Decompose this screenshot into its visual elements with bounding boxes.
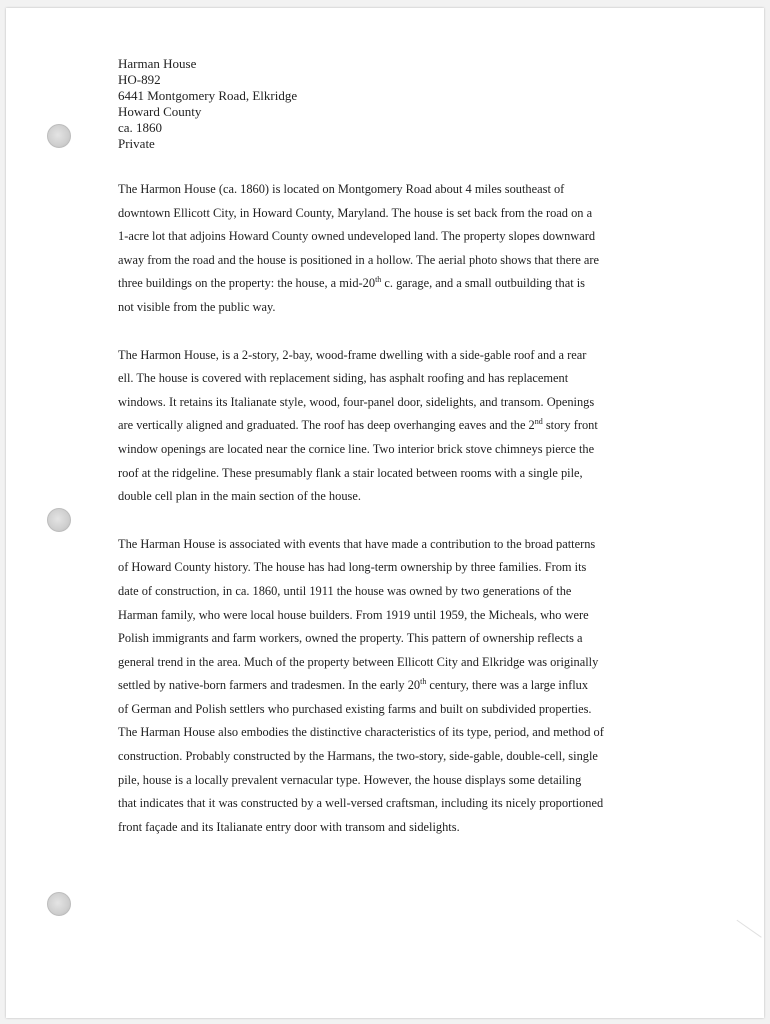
text-line: settled by native-born farmers and tradesmen. In the early 20th century, there was a large influx [118,677,589,693]
text-line: away from the road and the house is positioned in a hollow. The aerial photo shows that there are [118,252,600,267]
binder-hole [47,892,71,916]
body-paragraph [118,178,666,320]
text-line: Polish immigrants and farm workers, owned the property. This pattern of ownership reflects a [118,631,583,646]
text-line: are vertically aligned and graduated. The roof has deep overhanging eaves and the 2nd story front [118,417,598,433]
document-page [6,8,764,1018]
binder-hole [47,124,71,148]
text-line: date of construction, in ca. 1860, until 1911 the house was owned by two generations of the [118,583,572,598]
text-line: windows. It retains its Italianate style, wood, four-panel door, sidelights, and transom. Openings [118,394,595,409]
text-line: front façade and its Italianate entry door with transom and sidelights. [118,819,460,834]
text-line: The Harman House is associated with events that have made a contribution to the broad patterns [118,536,596,551]
text-line: roof at the ridgeline. These presumably flank a stair located between rooms with a single pile, [118,465,583,480]
text-line: The Harmon House (ca. 1860) is located on Montgomery Road about 4 miles southeast of [118,182,565,196]
text-line: window openings are located near the cornice line. Two interior brick stove chimneys pierce the [118,441,595,456]
text-line: three buildings on the property: the house, a mid-20th c. garage, and a small outbuilding that is [118,275,586,291]
text-line: downtown Ellicott City, in Howard County, Maryland. The house is set back from the road on a [118,205,593,220]
property-address: 6441 Montgomery Road, Elkridge [118,88,298,103]
text-line: of Howard County history. The house has had long-term ownership by three families. From its [118,560,587,575]
text-line: Harman family, who were local house builders. From 1919 until 1959, the Micheals, who were [118,607,589,622]
text-line: general trend in the area. Much of the property between Ellicott City and Elkridge was originally [118,654,599,669]
property-header [118,56,297,152]
body-paragraph [118,344,666,509]
property-ownership: Private [118,136,155,151]
page-edge-mark [719,920,761,963]
text-line: pile, house is a locally prevalent vernacular type. However, the house displays some detailing [118,772,582,787]
property-county: Howard County [118,104,202,119]
document-body [118,178,666,863]
text-line: not visible from the public way. [118,299,276,314]
text-line: The Harman House also embodies the distinctive characteristics of its type, period, and method of [118,725,604,740]
text-line: double cell plan in the main section of the house. [118,489,361,504]
text-line: The Harmon House, is a 2-story, 2-bay, wood-frame dwelling with a side-gable roof and a rear [118,347,587,362]
property-name: Harman House [118,56,197,71]
text-line: ell. The house is covered with replacement siding, has asphalt roofing and has replacement [118,371,569,386]
body-paragraph [118,533,666,840]
binder-hole [47,508,71,532]
text-line: that indicates that it was constructed by a well-versed craftsman, including its nicely proportioned [118,796,604,811]
text-line: 1-acre lot that adjoins Howard County owned undeveloped land. The property slopes downward [118,229,596,244]
inventory-number: HO-892 [118,72,161,87]
text-line: construction. Probably constructed by the Harmans, the two-story, side-gable, double-cell, single [118,749,598,764]
text-line: of German and Polish settlers who purchased existing farms and built on subdivided properties. [118,701,592,716]
property-date: ca. 1860 [118,120,163,135]
